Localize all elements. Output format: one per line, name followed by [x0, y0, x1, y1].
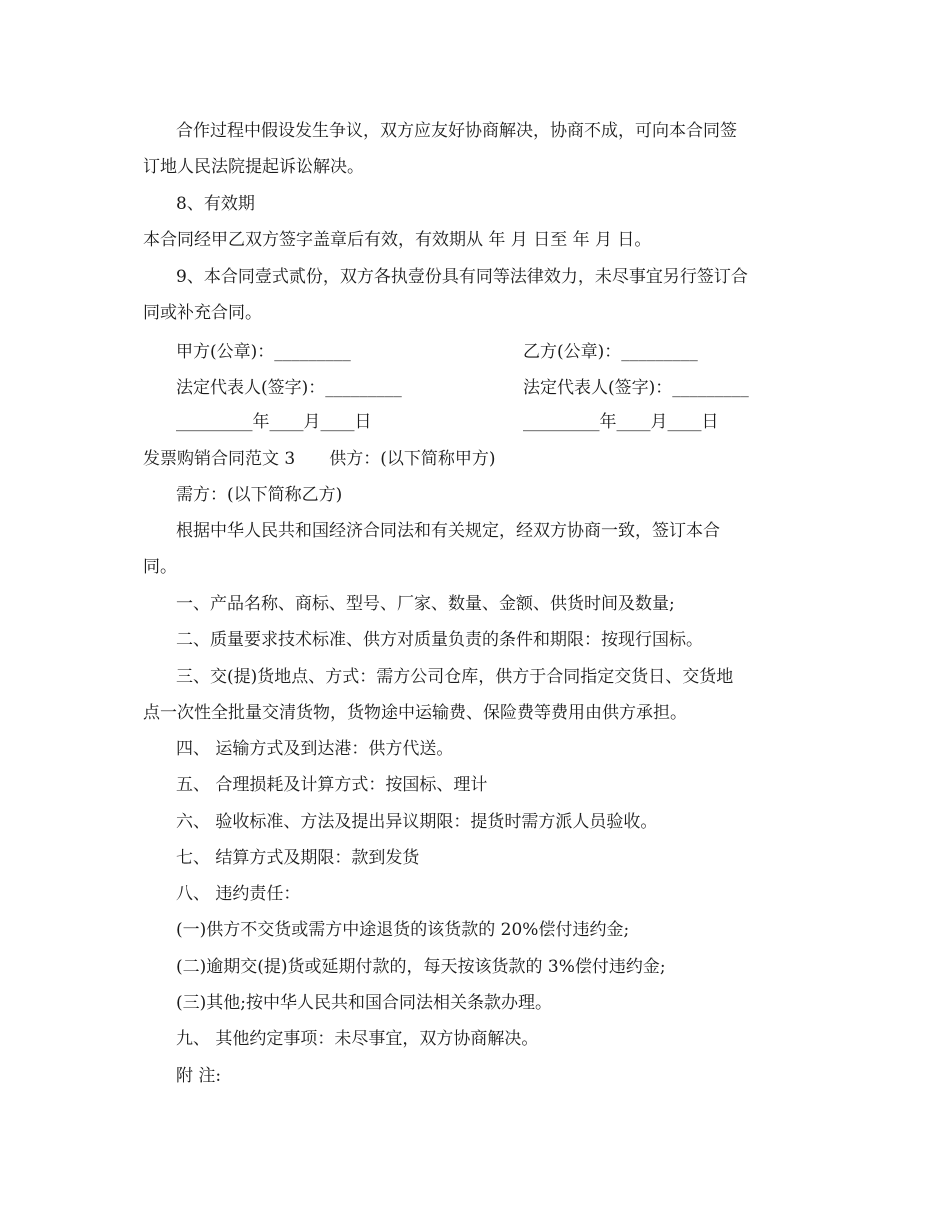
item-8: 八、 违约责任：: [176, 884, 301, 904]
buyer-line: 需方：(以下简称乙方): [176, 485, 343, 505]
basis-line-1: 根据中华人民共和国经济合同法和有关规定，经双方协商一致，签订本合: [176, 521, 720, 541]
party-b-date: _________年____月____日: [523, 412, 719, 432]
item-5: 五、 合理损耗及计算方式：按国标、理计: [176, 775, 488, 795]
party-a-representative: 法定代表人(签字)：_________: [176, 378, 402, 398]
validity-heading: 8、有效期: [176, 194, 255, 214]
dispute-clause-line-2: 订地人民法院提起诉讼解决。: [143, 157, 364, 177]
basis-line-2: 同。: [143, 557, 177, 577]
item-2: 二、质量要求技术标准、供方对质量负责的条件和期限：按现行国标。: [176, 630, 703, 650]
party-b-representative: 法定代表人(签字)：_________: [523, 378, 749, 398]
party-a-date: _________年____月____日: [176, 412, 372, 432]
copies-clause-line-2: 同或补充合同。: [143, 303, 262, 323]
copies-clause-line-1: 9、本合同壹式贰份，双方各执壹份具有同等法律效力，未尽事宜另行签订合: [176, 267, 748, 287]
dispute-clause-line-1: 合作过程中假设发生争议，双方应友好协商解决，协商不成，可向本合同签: [176, 121, 737, 141]
item-1: 一、产品名称、商标、型号、厂家、数量、金额、供货时间及数量;: [176, 594, 675, 614]
item-9: 九、 其他约定事项：未尽事宜，双方协商解决。: [176, 1029, 539, 1049]
item-7: 七、 结算方式及期限：款到发货: [176, 848, 420, 868]
note-label: 附 注:: [176, 1066, 222, 1086]
contract3-title-supplier: 发票购销合同范文 3 供方：(以下简称甲方): [143, 449, 496, 469]
item-8-b: (二)逾期交(提)货或延期付款的，每天按该货款的 3%偿付违约金;: [176, 957, 666, 977]
item-8-a: (一)供方不交货或需方中途退货的该货款的 20%偿付违约金;: [176, 920, 630, 940]
party-a-seal: 甲方(公章)：_________: [176, 342, 351, 362]
item-3-line-1: 三、交(提)货地点、方式：需方公司仓库，供方于合同指定交货日、交货地: [176, 667, 734, 687]
item-3-line-2: 点一次性全批量交清货物，货物途中运输费、保险费等费用由供方承担。: [143, 703, 687, 723]
item-8-c: (三)其他;按中华人民共和国合同法相关条款办理。: [176, 993, 552, 1013]
item-6: 六、 验收标准、方法及提出异议期限：提货时需方派人员验收。: [176, 812, 658, 832]
validity-paragraph: 本合同经甲乙双方签字盖章后有效，有效期从 年 月 日至 年 月 日。: [143, 230, 652, 250]
item-4: 四、 运输方式及到达港：供方代送。: [176, 739, 454, 759]
party-b-seal: 乙方(公章)：_________: [523, 342, 698, 362]
